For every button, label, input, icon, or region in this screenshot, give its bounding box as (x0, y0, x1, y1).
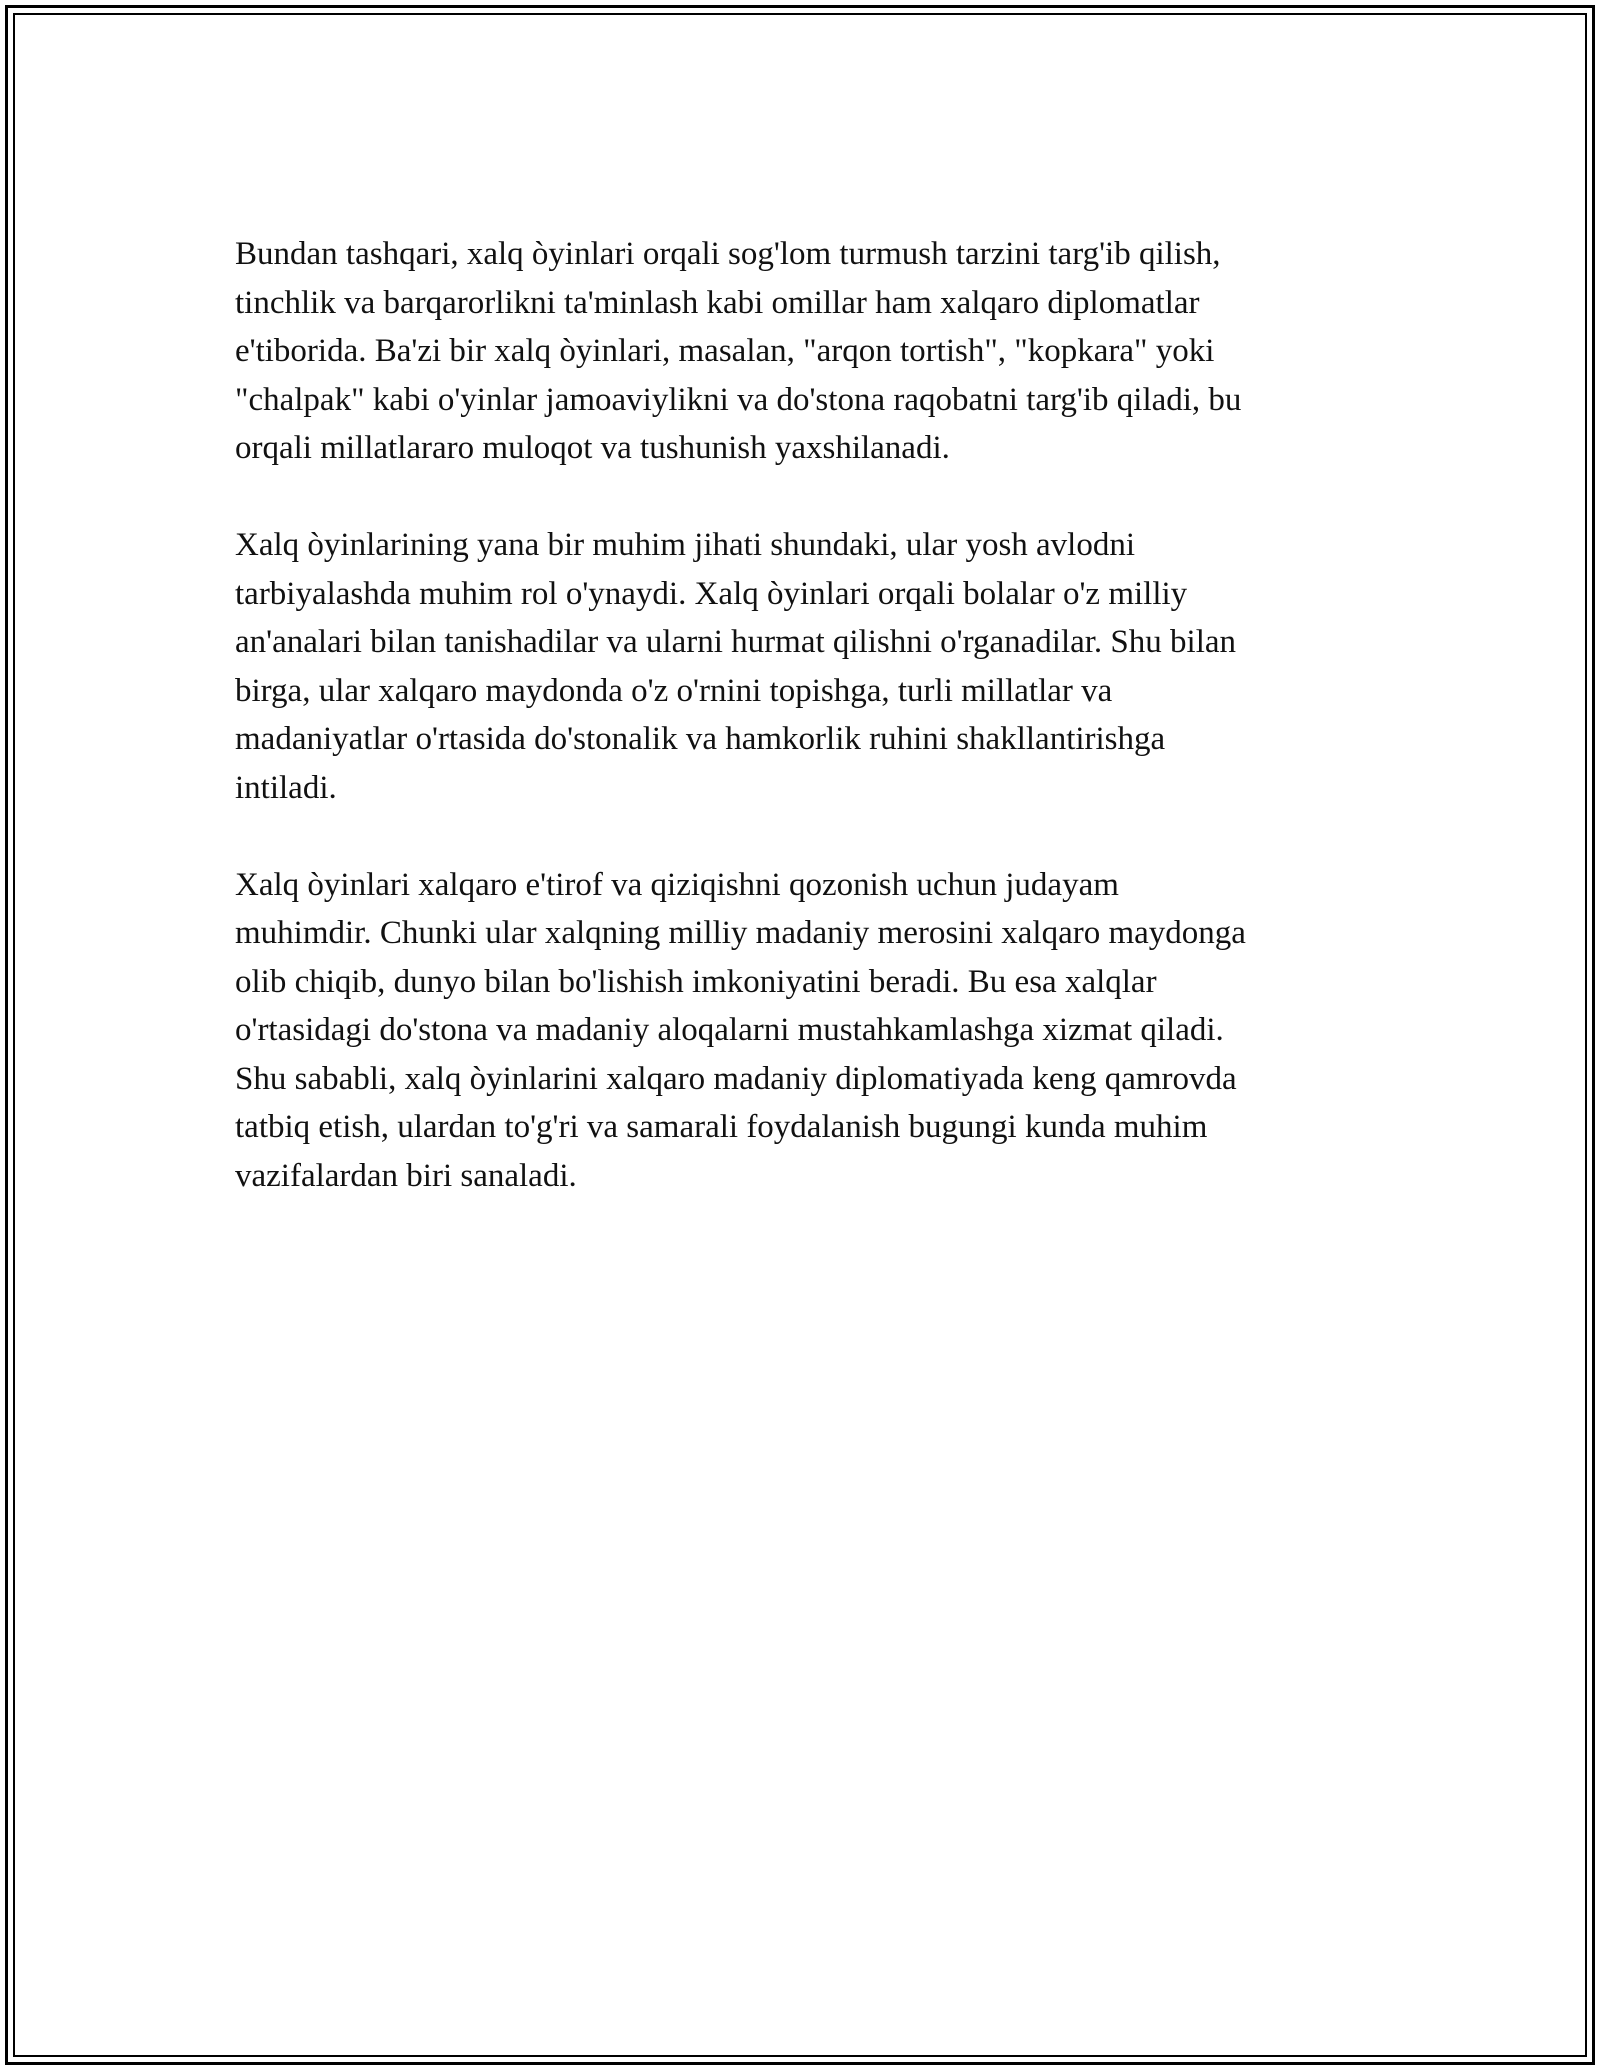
paragraph-3 (235, 861, 1365, 1201)
paragraph-line: Bundan tashqari, xalq òyinlari orqali sog'lom turmush tarzini targ'ib qilish, (235, 236, 1221, 272)
paragraph-line: "chalpak" kabi o'yinlar jamoaviylikni va do'stona raqobatni targ'ib qiladi, bu (235, 381, 1242, 418)
paragraph-line: Shu sababli, xalq òyinlarini xalqaro madaniy diplomatiyada keng qamrovda (235, 1060, 1237, 1097)
document-body (235, 230, 1365, 1249)
paragraph-line: Xalq òyinlarining yana bir muhim jihati shundaki, ular yosh avlodni (235, 527, 1136, 563)
paragraph-line: intiladi. (235, 769, 337, 806)
paragraph-line: tinchlik va barqarorlikni ta'minlash kabi omillar ham xalqaro diplomatlar (235, 284, 1200, 321)
paragraph-line: birga, ular xalqaro maydonda o'z o'rnini topishga, turli millatlar va (235, 672, 1113, 709)
paragraph-line: madaniyatlar o'rtasida do'stonalik va hamkorlik ruhini shakllantirishga (235, 721, 1166, 757)
paragraph-line: orqali millatlararo muloqot va tushunish yaxshilanadi. (235, 430, 950, 466)
paragraph-1 (235, 230, 1365, 473)
paragraph-line: Xalq òyinlari xalqaro e'tirof va qiziqishni qozonish uchun judayam (235, 866, 1119, 903)
paragraph-line: olib chiqib, dunyo bilan bo'lishish imkoniyatini beradi. Bu esa xalqlar (235, 963, 1157, 1000)
paragraph-line: tarbiyalashda muhim rol o'ynaydi. Xalq òyinlari orqali bolalar o'z milliy (235, 575, 1188, 612)
paragraph-line: muhimdir. Chunki ular xalqning milliy madaniy merosini xalqaro maydonga (235, 915, 1246, 951)
paragraph-line: tatbiq etish, ulardan to'g'ri va samarali foydalanish bugungi kunda muhim (235, 1109, 1208, 1145)
paragraph-line: e'tiborida. Ba'zi bir xalq òyinlari, masalan, "arqon tortish", "kopkara" yoki (235, 333, 1215, 369)
paragraph-line: o'rtasidagi do'stona va madaniy aloqalarni mustahkamlashga xizmat qiladi. (235, 1012, 1224, 1048)
paragraph-2 (235, 521, 1365, 812)
paragraph-line: an'analari bilan tanishadilar va ularni hurmat qilishni o'rganadilar. Shu bilan (235, 624, 1237, 660)
paragraph-line: vazifalardan biri sanaladi. (235, 1157, 577, 1194)
